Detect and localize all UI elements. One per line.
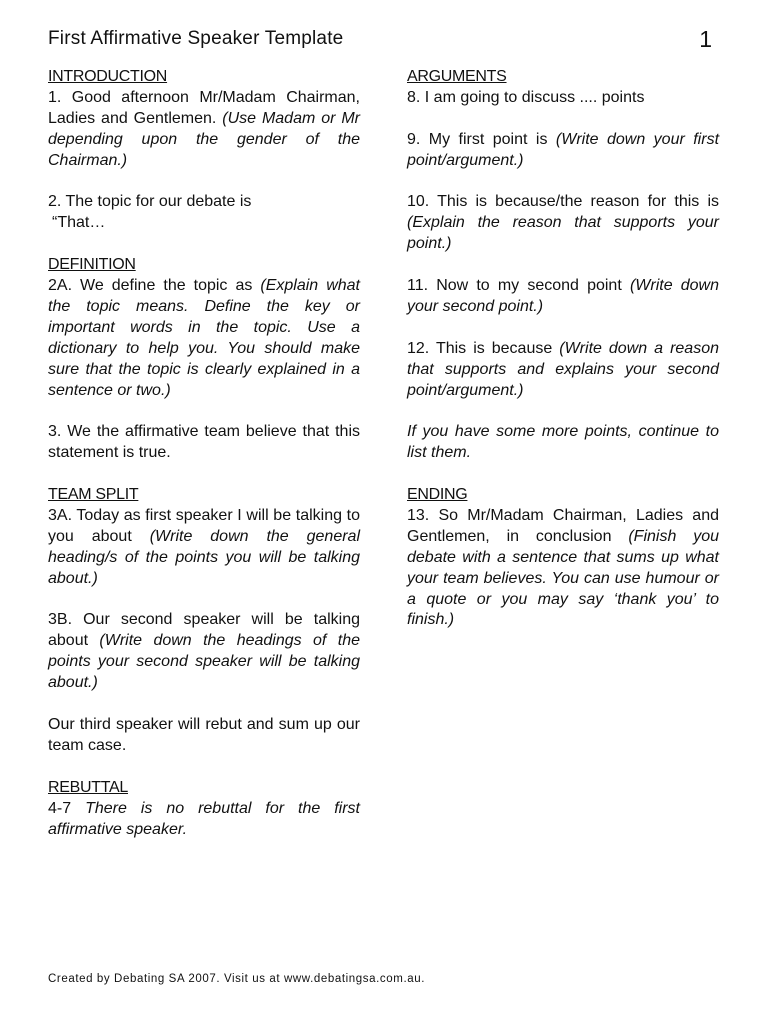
reason-paragraph xyxy=(407,192,719,255)
second-point-text: 11. Now to my second point xyxy=(407,277,630,295)
introduction-heading: INTRODUCTION xyxy=(48,68,168,85)
conclusion-text: 13. So Mr/Madam Chairman, Ladies and Gentlemen, in conclusion xyxy=(407,506,719,545)
page-number: 1 xyxy=(699,26,712,52)
rebuttal-note: There is no rebuttal for the first affirmative speaker. xyxy=(48,799,360,838)
belief-paragraph xyxy=(48,422,360,464)
first-point-paragraph xyxy=(407,130,719,172)
rebuttal-text: 4-7 xyxy=(48,799,86,817)
reason-line xyxy=(407,192,719,255)
definition-note: (Explain what the topic means. Define the key or important words in the topic. Use a dictionary to help you. You should make sure that the topic is clearly explained in a sentence or two.) xyxy=(48,277,360,399)
conclusion-note: (Finish you debate with a sentence that sums up what your team believes. You can use humour or a quote or you may say ‘thank you’ to finish.) xyxy=(407,527,720,629)
first-speaker-text: 3A. Today as first speaker I will be talking to you about xyxy=(48,506,360,545)
second-speaker-line xyxy=(48,610,360,694)
arguments-heading: ARGUMENTS xyxy=(407,68,507,85)
topic-paragraph xyxy=(48,192,360,234)
definition-paragraph xyxy=(48,276,360,401)
definition-text: 2A. We define the topic as xyxy=(48,277,261,295)
ending-section xyxy=(407,485,719,631)
rebuttal-heading: REBUTTAL xyxy=(48,778,128,796)
team-split-heading: TEAM SPLIT xyxy=(48,486,139,504)
third-speaker-paragraph xyxy=(48,715,360,757)
rebuttal-paragraph xyxy=(48,799,360,841)
intro-greeting-note: (Use Madam or Mr depending upon the gender of the Chairman.) xyxy=(48,109,360,169)
conclusion-paragraph xyxy=(407,506,719,631)
second-speaker-text: 3B. Our second speaker will be talking about xyxy=(48,611,360,650)
intro-greeting-text: 1. Good afternoon Mr/Madam Chairman, Ladies and Gentlemen. xyxy=(48,88,360,127)
first-point-note: (Write down your first point/argument.) xyxy=(407,130,720,169)
reason-note: (Explain the reason that supports your point.) xyxy=(407,214,719,253)
footer-credit: Created by Debating SA 2007. Visit us at www.debatingsa.com.au. xyxy=(48,973,426,985)
arguments-section xyxy=(407,67,719,109)
second-point-line xyxy=(407,276,719,318)
second-reason-text: 12. This is because xyxy=(407,339,560,357)
third-speaker-text: Our third speaker will rebut and sum up our team case. xyxy=(48,716,360,754)
rebuttal-section xyxy=(48,778,360,841)
second-reason-note: (Write down a reason that supports and explains your second point/argument.) xyxy=(407,339,719,399)
second-point-paragraph xyxy=(407,276,719,318)
first-point-line xyxy=(407,130,719,172)
definition-heading: DEFINITION xyxy=(48,256,136,274)
second-speaker-paragraph xyxy=(48,610,360,694)
reason-text: 10. This is because/the reason for this is xyxy=(407,193,719,211)
intro-greeting xyxy=(48,88,360,172)
ending-heading: ENDING xyxy=(407,486,468,504)
second-reason-line xyxy=(407,339,719,402)
topic-quote: “That… xyxy=(52,214,106,232)
topic-line: 2. The topic for our debate is xyxy=(48,193,252,211)
page-title: First Affirmative Speaker Template xyxy=(48,28,344,49)
left-column xyxy=(48,67,360,861)
second-reason-paragraph xyxy=(407,339,719,402)
second-speaker-note: (Write down the headings of the points your second speaker will be talking about.) xyxy=(48,632,361,692)
first-speaker-note: (Write down the general heading/s of the points you will be talking about.) xyxy=(48,527,361,587)
definition-section xyxy=(48,255,360,401)
more-points-paragraph xyxy=(407,422,719,464)
first-point-text: 9. My first point is xyxy=(407,130,556,148)
first-speaker-paragraph xyxy=(48,506,360,590)
belief-text: 3. We the affirmative team believe that this statement is true. xyxy=(48,423,360,462)
team-split-section xyxy=(48,485,360,590)
points-count-text: 8. I am going to discuss .... points xyxy=(407,88,645,106)
more-points-note: If you have some more points, continue to list them. xyxy=(407,423,719,462)
right-column xyxy=(407,67,719,652)
second-point-note: (Write down your second point.) xyxy=(407,277,719,315)
introduction-section xyxy=(48,67,360,172)
